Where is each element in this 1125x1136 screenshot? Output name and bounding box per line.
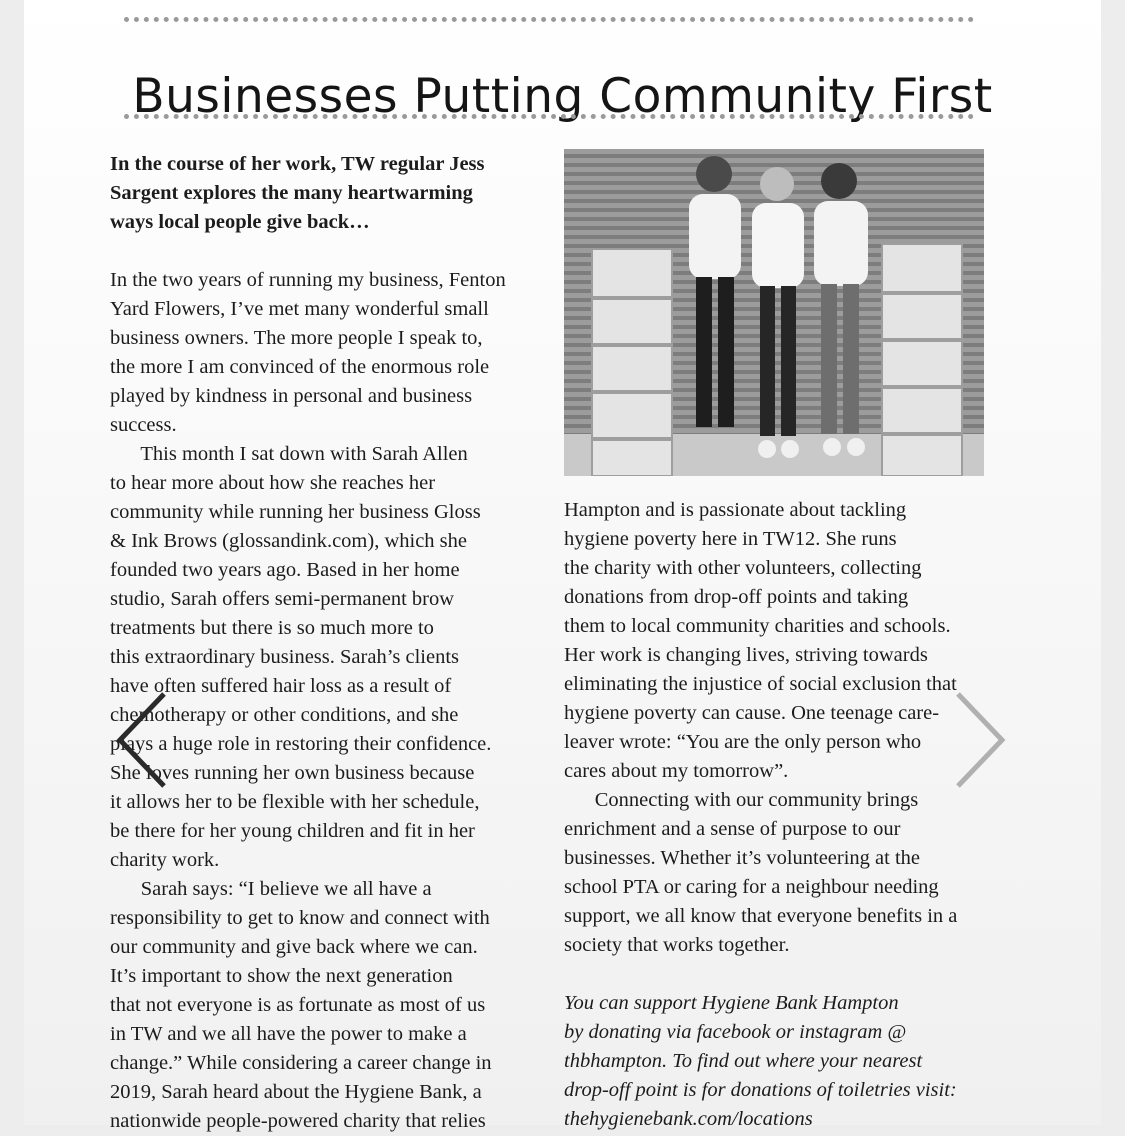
volunteers-photo [564, 149, 984, 476]
right-body [564, 496, 957, 960]
body-line: be there for her young children and fit in her [110, 820, 475, 842]
body-line: success. [110, 414, 177, 436]
body-line: Hampton and is passionate about tackling [564, 499, 907, 521]
chevron-left-icon [116, 690, 168, 790]
left-body [110, 266, 506, 1136]
body-line: charity work. [110, 849, 220, 871]
note-line: drop-off point is for donations of toiletries visit: [564, 1079, 957, 1101]
note-line: thehygienebank.com/locations [564, 1108, 813, 1130]
body-line: school PTA or caring for a neighbour needing [564, 876, 939, 898]
body-line: founded two years ago. Based in her home [110, 559, 460, 581]
article-lede [110, 150, 506, 237]
volunteers-photo-illustration [564, 149, 984, 476]
body-line: community while running her business Gloss [110, 501, 481, 523]
lede-line: ways local people give back… [110, 211, 370, 233]
lede-line: In the course of her work, TW regular Jess [110, 153, 485, 175]
body-line: 2019, Sarah heard about the Hygiene Bank, a [110, 1081, 482, 1103]
body-line: the charity with other volunteers, collecting [564, 557, 922, 579]
body-line: change.” While considering a career change in [110, 1052, 492, 1074]
body-line: leaver wrote: “You are the only person who [564, 731, 922, 753]
note-line: thbhampton. To find out where your nearest [564, 1050, 923, 1072]
body-line: business owners. The more people I speak to, [110, 327, 483, 349]
body-line: to hear more about how she reaches her [110, 472, 436, 494]
body-line: society that works together. [564, 934, 790, 956]
body-line: She loves running her own business because [110, 762, 475, 784]
body-line: have often suffered hair loss as a result of [110, 675, 452, 697]
body-line: Her work is changing lives, striving towards [564, 644, 928, 666]
body-line: nationwide people-powered charity that relies [110, 1110, 486, 1132]
body-line: treatments but there is so much more to [110, 617, 434, 639]
note-line: by donating via facebook or instagram @ [564, 1021, 907, 1043]
left-column [110, 150, 506, 1136]
body-line: hygiene poverty here in TW12. She runs [564, 528, 897, 550]
right-column [564, 496, 957, 1134]
body-line: plays a huge role in restoring their confidence. [110, 733, 492, 755]
note-line: You can support Hygiene Bank Hampton [564, 992, 899, 1014]
support-note [564, 989, 957, 1134]
body-line: donations from drop-off points and taking [564, 586, 909, 608]
body-line: played by kindness in personal and business [110, 385, 473, 407]
body-line: our community and give back where we can. [110, 936, 478, 958]
body-line: responsibility to get to know and connect with [110, 907, 490, 929]
next-arrow-button[interactable] [954, 690, 1006, 790]
body-line: this extraordinary business. Sarah’s clients [110, 646, 460, 668]
body-line: cares about my tomorrow”. [564, 760, 789, 782]
lede-line: Sargent explores the many heartwarming [110, 182, 473, 204]
body-line: Connecting with our community brings [564, 789, 919, 811]
article-title: Businesses Putting Community First [132, 69, 993, 125]
body-line: enrichment and a sense of purpose to our [564, 818, 901, 840]
body-line: studio, Sarah offers semi-permanent brow [110, 588, 455, 610]
body-line: the more I am convinced of the enormous role [110, 356, 490, 378]
dotted-divider-top [124, 17, 974, 22]
body-line: support, we all know that everyone benefits in a [564, 905, 958, 927]
body-line: it allows her to be flexible with her schedule, [110, 791, 480, 813]
body-line: In the two years of running my business, Fenton [110, 269, 506, 291]
body-line: This month I sat down with Sarah Allen [110, 443, 468, 465]
previous-arrow-button[interactable] [116, 690, 168, 790]
body-line: hygiene poverty can cause. One teenage care- [564, 702, 940, 724]
dotted-divider-bottom [124, 114, 974, 119]
body-line: Yard Flowers, I’ve met many wonderful small [110, 298, 489, 320]
body-line: businesses. Whether it’s volunteering at the [564, 847, 921, 869]
body-line: It’s important to show the next generation [110, 965, 453, 987]
body-line: eliminating the injustice of social exclusion that [564, 673, 957, 695]
body-line: that not everyone is as fortunate as most of us [110, 994, 486, 1016]
body-line: & Ink Brows (glossandink.com), which she [110, 530, 467, 552]
body-line: them to local community charities and schools. [564, 615, 951, 637]
body-line: in TW and we all have the power to make a [110, 1023, 467, 1045]
body-line: Sarah says: “I believe we all have a [110, 878, 432, 900]
chevron-right-icon [954, 690, 1006, 790]
body-line: chemotherapy or other conditions, and she [110, 704, 459, 726]
